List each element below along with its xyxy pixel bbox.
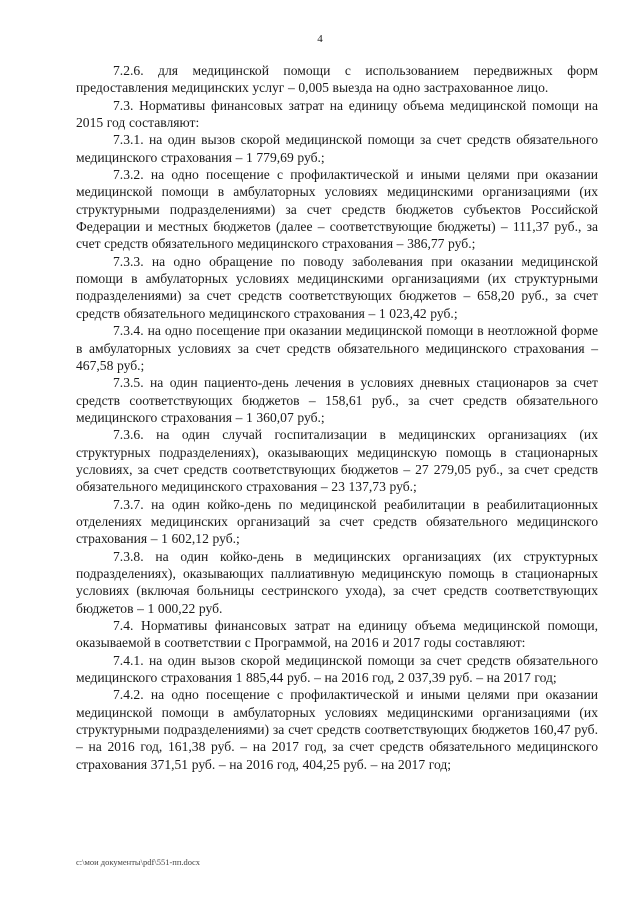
paragraph-7-2-6: 7.2.6. для медицинской помощи с использованием передвижных форм предоставления медицинских услуг – 0,005 выезда на одно застрахованное лицо. (76, 63, 598, 96)
document-body (76, 62, 598, 773)
paragraph-7-3-2: 7.3.2. на одно посещение с профилактической и иными целями при оказании медицинской помощи в амбулаторных условиях медицинскими организациями (их структурными подразделениями) за счет средств бюджетов субъектов Российской Федерации и местных бюджетов (далее – соответствующие бюджеты) – 111,37 руб., за счет средств обязательного медицинского страхования – 386,77 руб.; (76, 167, 598, 252)
paragraph-7-3-1: 7.3.1. на один вызов скорой медицинской помощи за счет средств обязательного медицинского страхования – 1 779,69 руб.; (76, 132, 598, 165)
paragraph-7-3-3: 7.3.3. на одно обращение по поводу заболевания при оказании медицинской помощи в амбулаторных условиях медицинскими организациями (их структурными подразделениями) за счет средств соответствующих бюджетов – 658,20 руб., за счет средств обязательного медицинского страхования – 1 023,42 руб.; (76, 253, 598, 321)
file-path-footer: c:\мои документы\pdf\551-пп.docx (76, 857, 201, 867)
paragraph-7-3-7: 7.3.7. на один койко-день по медицинской реабилитации в реабилитационных отделениях медицинских организаций за счет средств обязательного медицинского страхования – 1 602,12 руб.; (76, 496, 598, 547)
paragraph-7-4: 7.4. Нормативы финансовых затрат на единицу объема медицинской помощи, оказываемой в соответствии с Программой, на 2016 и 2017 годы составляют: (76, 618, 598, 651)
paragraph-7-3: 7.3. Нормативы финансовых затрат на единицу объема медицинской помощи на 2015 год составляют: (76, 97, 598, 131)
paragraph-7-3-5: 7.3.5. на один пациенто-день лечения в условиях дневных стационаров за счет средств соответствующих бюджетов – 158,61 руб., за счет средств обязательного медицинского страхования – 1 360,07 руб.; (76, 375, 598, 425)
paragraph-7-3-4: 7.3.4. на одно посещение при оказании медицинской помощи в неотложной форме в амбулаторных условиях за счет средств обязательного медицинского страхования – 467,58 руб.; (76, 323, 598, 373)
paragraph-7-4-1: 7.4.1. на один вызов скорой медицинской помощи за счет средств обязательного медицинского страхования 1 885,44 руб. – на 2016 год, 2 037,39 руб. – на 2017 год; (76, 652, 598, 686)
paragraph-7-3-6: 7.3.6. на один случай госпитализации в медицинских организациях (их структурных подразделениях), оказывающих медицинскую помощь в стационарных условиях, за счет средств соответствующих бюджетов – 27 279,05 руб., за счет средств обязательного медицинского страхования – 23 137,73 руб.; (76, 427, 598, 495)
paragraph-7-4-2: 7.4.2. на одно посещение с профилактической и иными целями при оказании медицинской помощи в амбулаторных условиях медицинскими организациями (их структурными подразделениями) за счет средств соответствующих бюджетов 160,47 руб. – на 2016 год, 161,38 руб. – на 2017 год, за счет средств обязательного медицинского страхования 371,51 руб. – на 2016 год, 404,25 руб. – на 2017 год; (76, 687, 598, 772)
paragraph-7-3-8: 7.3.8. на один койко-день в медицинских организациях (их структурных подразделениях), оказывающих паллиативную медицинскую помощь в стационарных условиях (включая больницы сестринского ухода), за счет средств соответствующих бюджетов – 1 000,22 руб. (76, 548, 598, 616)
page-number: 4 (317, 33, 323, 45)
